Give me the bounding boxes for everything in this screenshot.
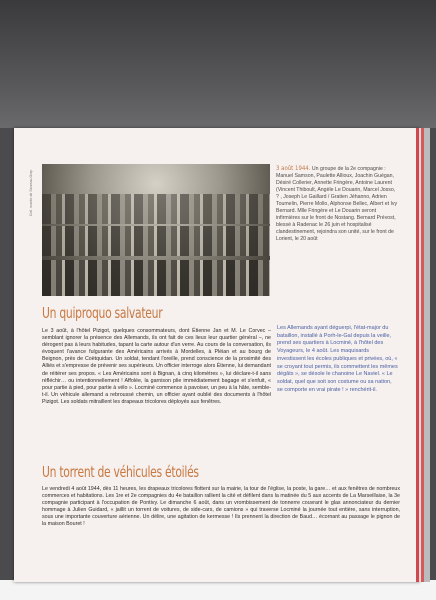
- caption-text: Un groupe de la 2e compagnie : Manuel Samson, Paulette Allioux, Joachin Guégan, Désiré Collerier, Annette Fringère, Antoine Laurent (Vincent Thiboult, Angèle Le Douarin, Marcel Josso, ? , Joseph Le Gaillard / Gratien Jéhanno, Adrien Toumelin, Pierre Mollo, Alphonse Bellec, Albert et Ivy Bernard. Mlle Fringère et Le Douarin seront infirmières sur le front de Nostang. Bernard Prévost, blessé à Radenac le 26 juin et hospitalisé clandestinement, rejoindra son unité, sur le front de Lorient, le 20 août: [276, 166, 398, 243]
- group-photograph: [42, 164, 270, 296]
- section-title: Un torrent de véhicules étoilés: [42, 463, 199, 481]
- photo-caption: [276, 165, 398, 244]
- scanner-backdrop-top: [0, 0, 436, 128]
- photo-people-front-row: [42, 260, 270, 296]
- pull-quote: Les Allemands ayant déguerpi, l'état-major du bataillon, installé à Porh-le-Gal depuis la veille, prend ses quartiers à Locminé, à l'hôtel des Voyageurs, le 4 août. Les maquisards investissent les écoles publiques et privées, où, « se croyant tout permis, ils commettent les mêmes dégâts », se désole le chanoine Le Naviel. « Le soldat, quel que soit son costume ou sa nation, se comporte en vrai pirate ! » renchérit-il.: [277, 325, 398, 393]
- section-title: Un quiproquo salvateur: [42, 304, 163, 322]
- photo-people-middle-row: [42, 226, 270, 256]
- section-body: Le vendredi 4 août 1944, dès 11 heures, les drapeaux tricolores flottent sur la mairie, la tour de l'église, la poste, la gare… et aux fenêtres de nombreux commerces et habitations. Les 1re et 2e compagnies du 4e bataillon rallient la cité et défilent dans la matinée du 5 aux accents de La Marseillaise, la 3e compagnie participant à l'occupation de Pontivy. Le dimanche 6 août, dans un vrombissement de tonnerre couvrant le glas annonciateur du dernier hommage à Julien Guidard, « jaillit un torrent de voitures, de side-cars, de camions » qui traverse Locminé la journée tout entière, sans interruption, sous une importante couverture aérienne. Un délire, une agitation de kermesse ! Ils prennent la direction de Baud… écornant au passage le pignon de la maison Bouret !: [42, 486, 400, 528]
- scanner-backdrop-bottom: [0, 580, 436, 600]
- section-body: Le 3 août, à l'hôtel Pizigot, quelques consommateurs, dont Étienne Jan et M. Le Corvec – semblant ignorer la présence des Allemands, ils ont fait de ces lieux leur quartier général –, ne dérogent pas à leurs habitudes, tapant la carte autour d'un verre. Au cours de la conversation, ils évoquent l'avance fulgurante des Américains arrivés à Mordelles, à Pléian et au bourg de Beignon, près de Coëtquidan. Un soldat, tendant l'oreille, prend conscience de la proximité des Alliés et s'empresse de prévenir ses supérieurs. Un officier interroge alors Étienne, lui demandant de réitérer ses propos. « Les Américains sont à Bignan, à cinq kilomètres », lui déclare-t-il sans réfléchir… ou intentionnellement ! Affolée, la garnison plie immédiatement bagage et s'enfuit, « pour partie à pied, pour partie à vélo ». Locminé commence à pavoiser, un peu à la hâte, semble-t-il. Un véhicule allemand a rebroussé chemin, un officier ayant oublié des documents à l'hôtel Pizigot. Les soldats mitraillent les drapeaux tricolores déployés aux fenêtres.: [42, 328, 271, 405]
- caption-date: 3 août 1944.: [276, 165, 311, 172]
- photo-people-back-row: [42, 194, 270, 224]
- page-edge: [424, 128, 430, 582]
- photo-credit: Coll. musée de Sarzeau-Grap: [29, 169, 33, 216]
